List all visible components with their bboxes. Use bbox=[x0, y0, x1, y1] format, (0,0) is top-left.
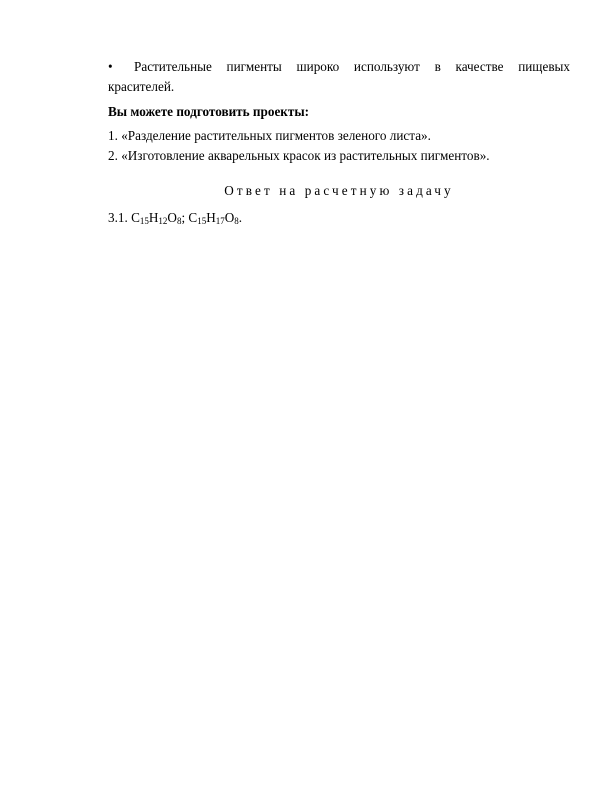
formula-1-hydrogen: H bbox=[148, 210, 159, 225]
answer-prefix: 3.1. bbox=[108, 210, 132, 225]
project-item-2: 2. «Изготовление акварельных красок из растительных пигментов». bbox=[108, 148, 490, 163]
formula-2-oxygen: O bbox=[224, 210, 235, 225]
formula-2-carbon-count: 15 bbox=[197, 216, 207, 226]
formula-1 bbox=[131, 210, 181, 225]
page-content bbox=[108, 57, 570, 228]
bullet-paragraph bbox=[108, 57, 570, 97]
formula-2-oxygen-count: 8 bbox=[234, 216, 239, 226]
formula-1-carbon-count: 15 bbox=[139, 216, 149, 226]
formula-1-carbon: C bbox=[131, 210, 140, 225]
formula-2-hydrogen-count: 17 bbox=[215, 216, 225, 226]
bullet-marker: • bbox=[108, 59, 113, 74]
formula-2-hydrogen: H bbox=[206, 210, 216, 225]
project-item-1: 1. «Разделение растительных пигментов зеленого листа». bbox=[108, 128, 431, 143]
projects-heading: Вы можете подготовить проекты: bbox=[108, 104, 310, 119]
projects-list bbox=[108, 126, 570, 166]
formula-1-oxygen: O bbox=[167, 210, 177, 225]
formula-separator: ; bbox=[181, 210, 189, 225]
formula-1-oxygen-count: 8 bbox=[176, 216, 182, 226]
formula-1-hydrogen-count: 12 bbox=[158, 216, 168, 226]
formula-2 bbox=[188, 210, 238, 225]
answer-heading: Ответ на расчетную задачу bbox=[224, 183, 454, 198]
answer-suffix: . bbox=[238, 210, 243, 225]
answer-line bbox=[108, 208, 570, 228]
bullet-paragraph-text: Растительные пигменты широко используют в качестве пищевых красителей. bbox=[108, 59, 570, 94]
formula-2-carbon: C bbox=[188, 210, 198, 225]
